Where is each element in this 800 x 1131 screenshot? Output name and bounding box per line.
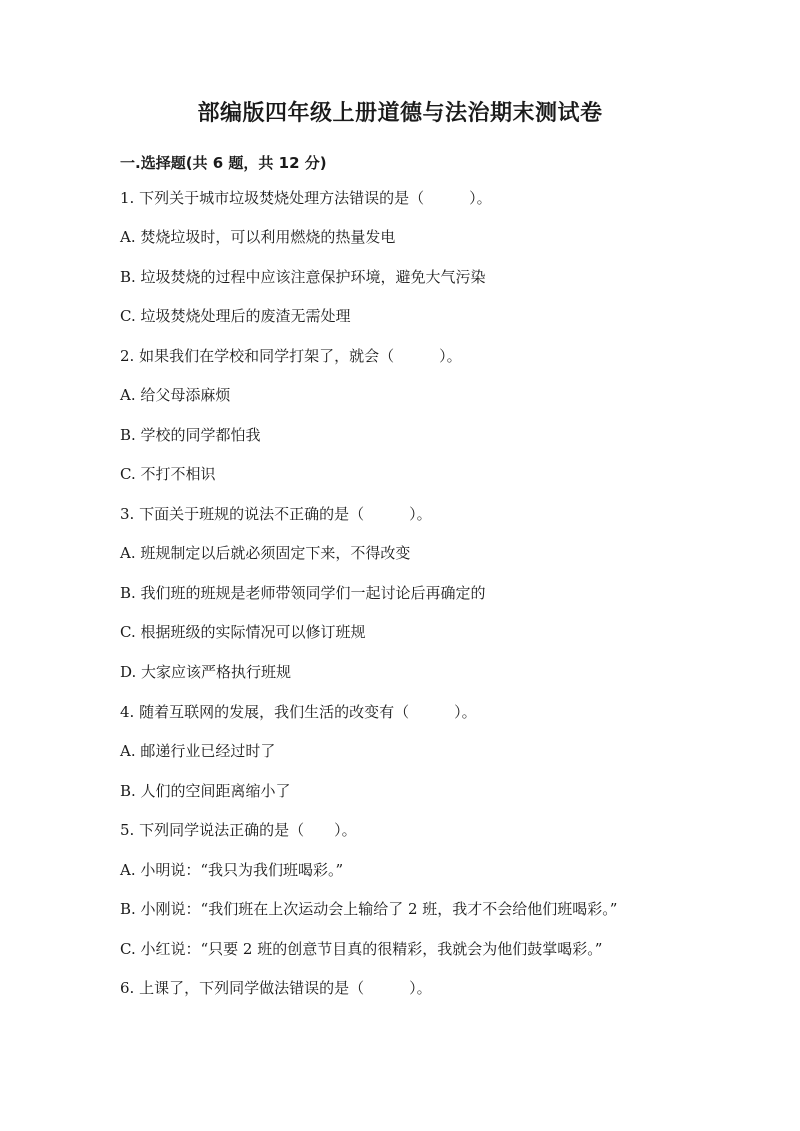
question-2: 2. 如果我们在学校和同学打架了，就会（ ）。	[120, 347, 462, 365]
section-heading: 一.选择题(共 6 题，共 12 分)	[120, 154, 327, 172]
question-3-option-c: C. 根据班级的实际情况可以修订班规	[120, 623, 366, 641]
question-3-option-b: B. 我们班的班规是老师带领同学们一起讨论后再确定的	[120, 584, 486, 602]
question-2-option-b: B. 学校的同学都怕我	[120, 426, 261, 444]
question-2-option-c: C. 不打不相识	[120, 465, 216, 483]
question-3-option-a: A. 班规制定以后就必须固定下来，不得改变	[120, 544, 411, 562]
question-1-option-c: C. 垃圾焚烧处理后的废渣无需处理	[120, 307, 351, 325]
question-3: 3. 下面关于班规的说法不正确的是（ ）。	[120, 505, 432, 523]
question-4: 4. 随着互联网的发展，我们生活的改变有（ ）。	[120, 703, 477, 721]
question-4-option-a: A. 邮递行业已经过时了	[120, 742, 276, 760]
question-3-option-d: D. 大家应该严格执行班规	[120, 663, 292, 681]
question-2-option-a: A. 给父母添麻烦	[120, 386, 231, 404]
question-5-option-a: A. 小明说：“我只为我们班喝彩。”	[120, 861, 344, 879]
page-title: 部编版四年级上册道德与法治期末测试卷	[197, 101, 603, 126]
question-6: 6. 上课了，下列同学做法错误的是（ ）。	[120, 979, 432, 997]
question-1-option-a: A. 焚烧垃圾时，可以利用燃烧的热量发电	[120, 228, 396, 246]
question-5: 5. 下列同学说法正确的是（ ）。	[120, 821, 357, 839]
question-5-option-c: C. 小红说：“只要 2 班的创意节目真的很精彩，我就会为他们鼓掌喝彩。”	[120, 940, 603, 958]
question-1-option-b: B. 垃圾焚烧的过程中应该注意保护环境，避免大气污染	[120, 268, 486, 286]
question-5-option-b: B. 小刚说：“我们班在上次运动会上输给了 2 班，我才不会给他们班喝彩。”	[120, 900, 618, 918]
question-4-option-b: B. 人们的空间距离缩小了	[120, 782, 291, 800]
question-1: 1. 下列关于城市垃圾焚烧处理方法错误的是（ ）。	[120, 189, 492, 207]
